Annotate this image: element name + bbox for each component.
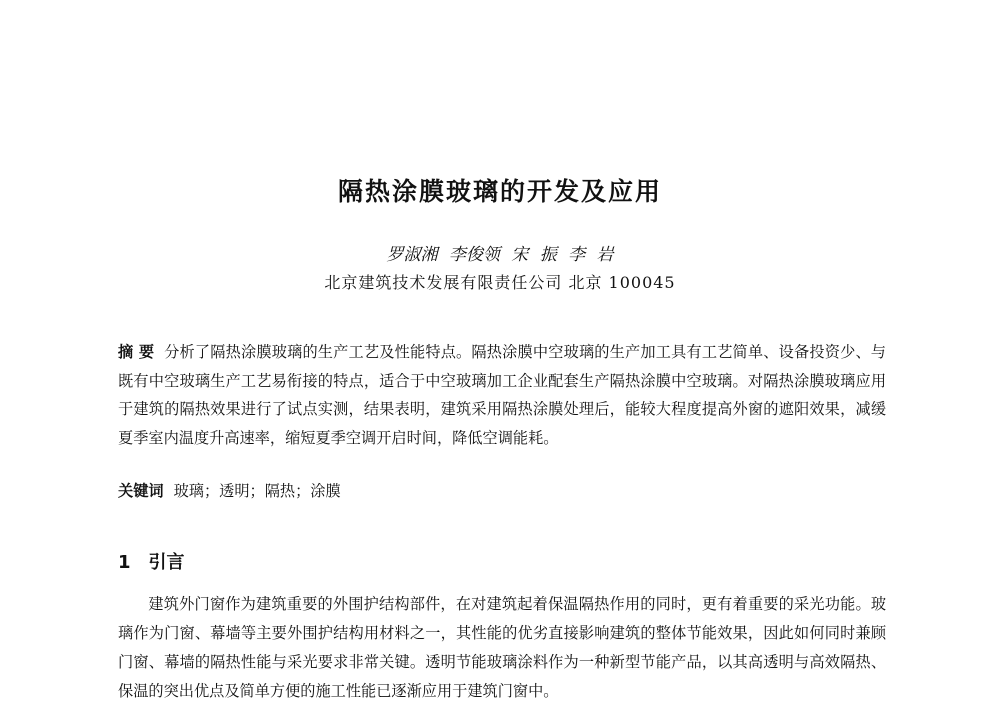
- section-number: 1: [118, 552, 131, 573]
- section-title: 引言: [148, 552, 185, 573]
- keywords: [118, 480, 886, 501]
- affiliation: 北京建筑技术发展有限责任公司 北京 100045: [324, 273, 676, 292]
- abstract-text: 分析了隔热涂膜玻璃的生产工艺及性能特点。隔热涂膜中空玻璃的生产加工具有工艺简单、设备投资少、与既有中空玻璃生产工艺易衔接的特点，适合于中空玻璃加工企业配套生产隔热涂膜中空玻璃。对隔热涂膜玻璃应用于建筑的隔热效果进行了试点实测，结果表明，建筑采用隔热涂膜处理后，能较大程度提高外窗的遮阳效果，减缓夏季室内温度升高速率，缩短夏季空调开启时间，降低空调能耗。: [118, 343, 886, 447]
- paper-title: 隔热涂膜玻璃的开发及应用: [337, 177, 662, 206]
- authors: 罗淑湘 李俊领 宋 振 李 岩: [386, 245, 614, 265]
- keywords-text: 玻璃；透明；隔热；涂膜: [173, 482, 341, 500]
- abstract: [118, 338, 886, 452]
- intro-paragraph: 建筑外门窗作为建筑重要的外围护结构部件，在对建筑起着保温隔热作用的同时，更有着重要的采光功能。玻璃作为门窗、幕墙等主要外围护结构用材料之一，其性能的优劣直接影响建筑的整体节能效果，因此如何同时兼顾门窗、幕墙的隔热性能与采光要求非常关键。透明节能玻璃涂料作为一种新型节能产品，以其高透明与高效隔热、保温的突出优点及简单方便的施工性能已逐渐应用于建筑门窗中。: [118, 595, 886, 700]
- abstract-label: 摘 要: [118, 343, 155, 361]
- section-heading: [118, 548, 185, 574]
- keywords-label: 关键词: [118, 482, 164, 500]
